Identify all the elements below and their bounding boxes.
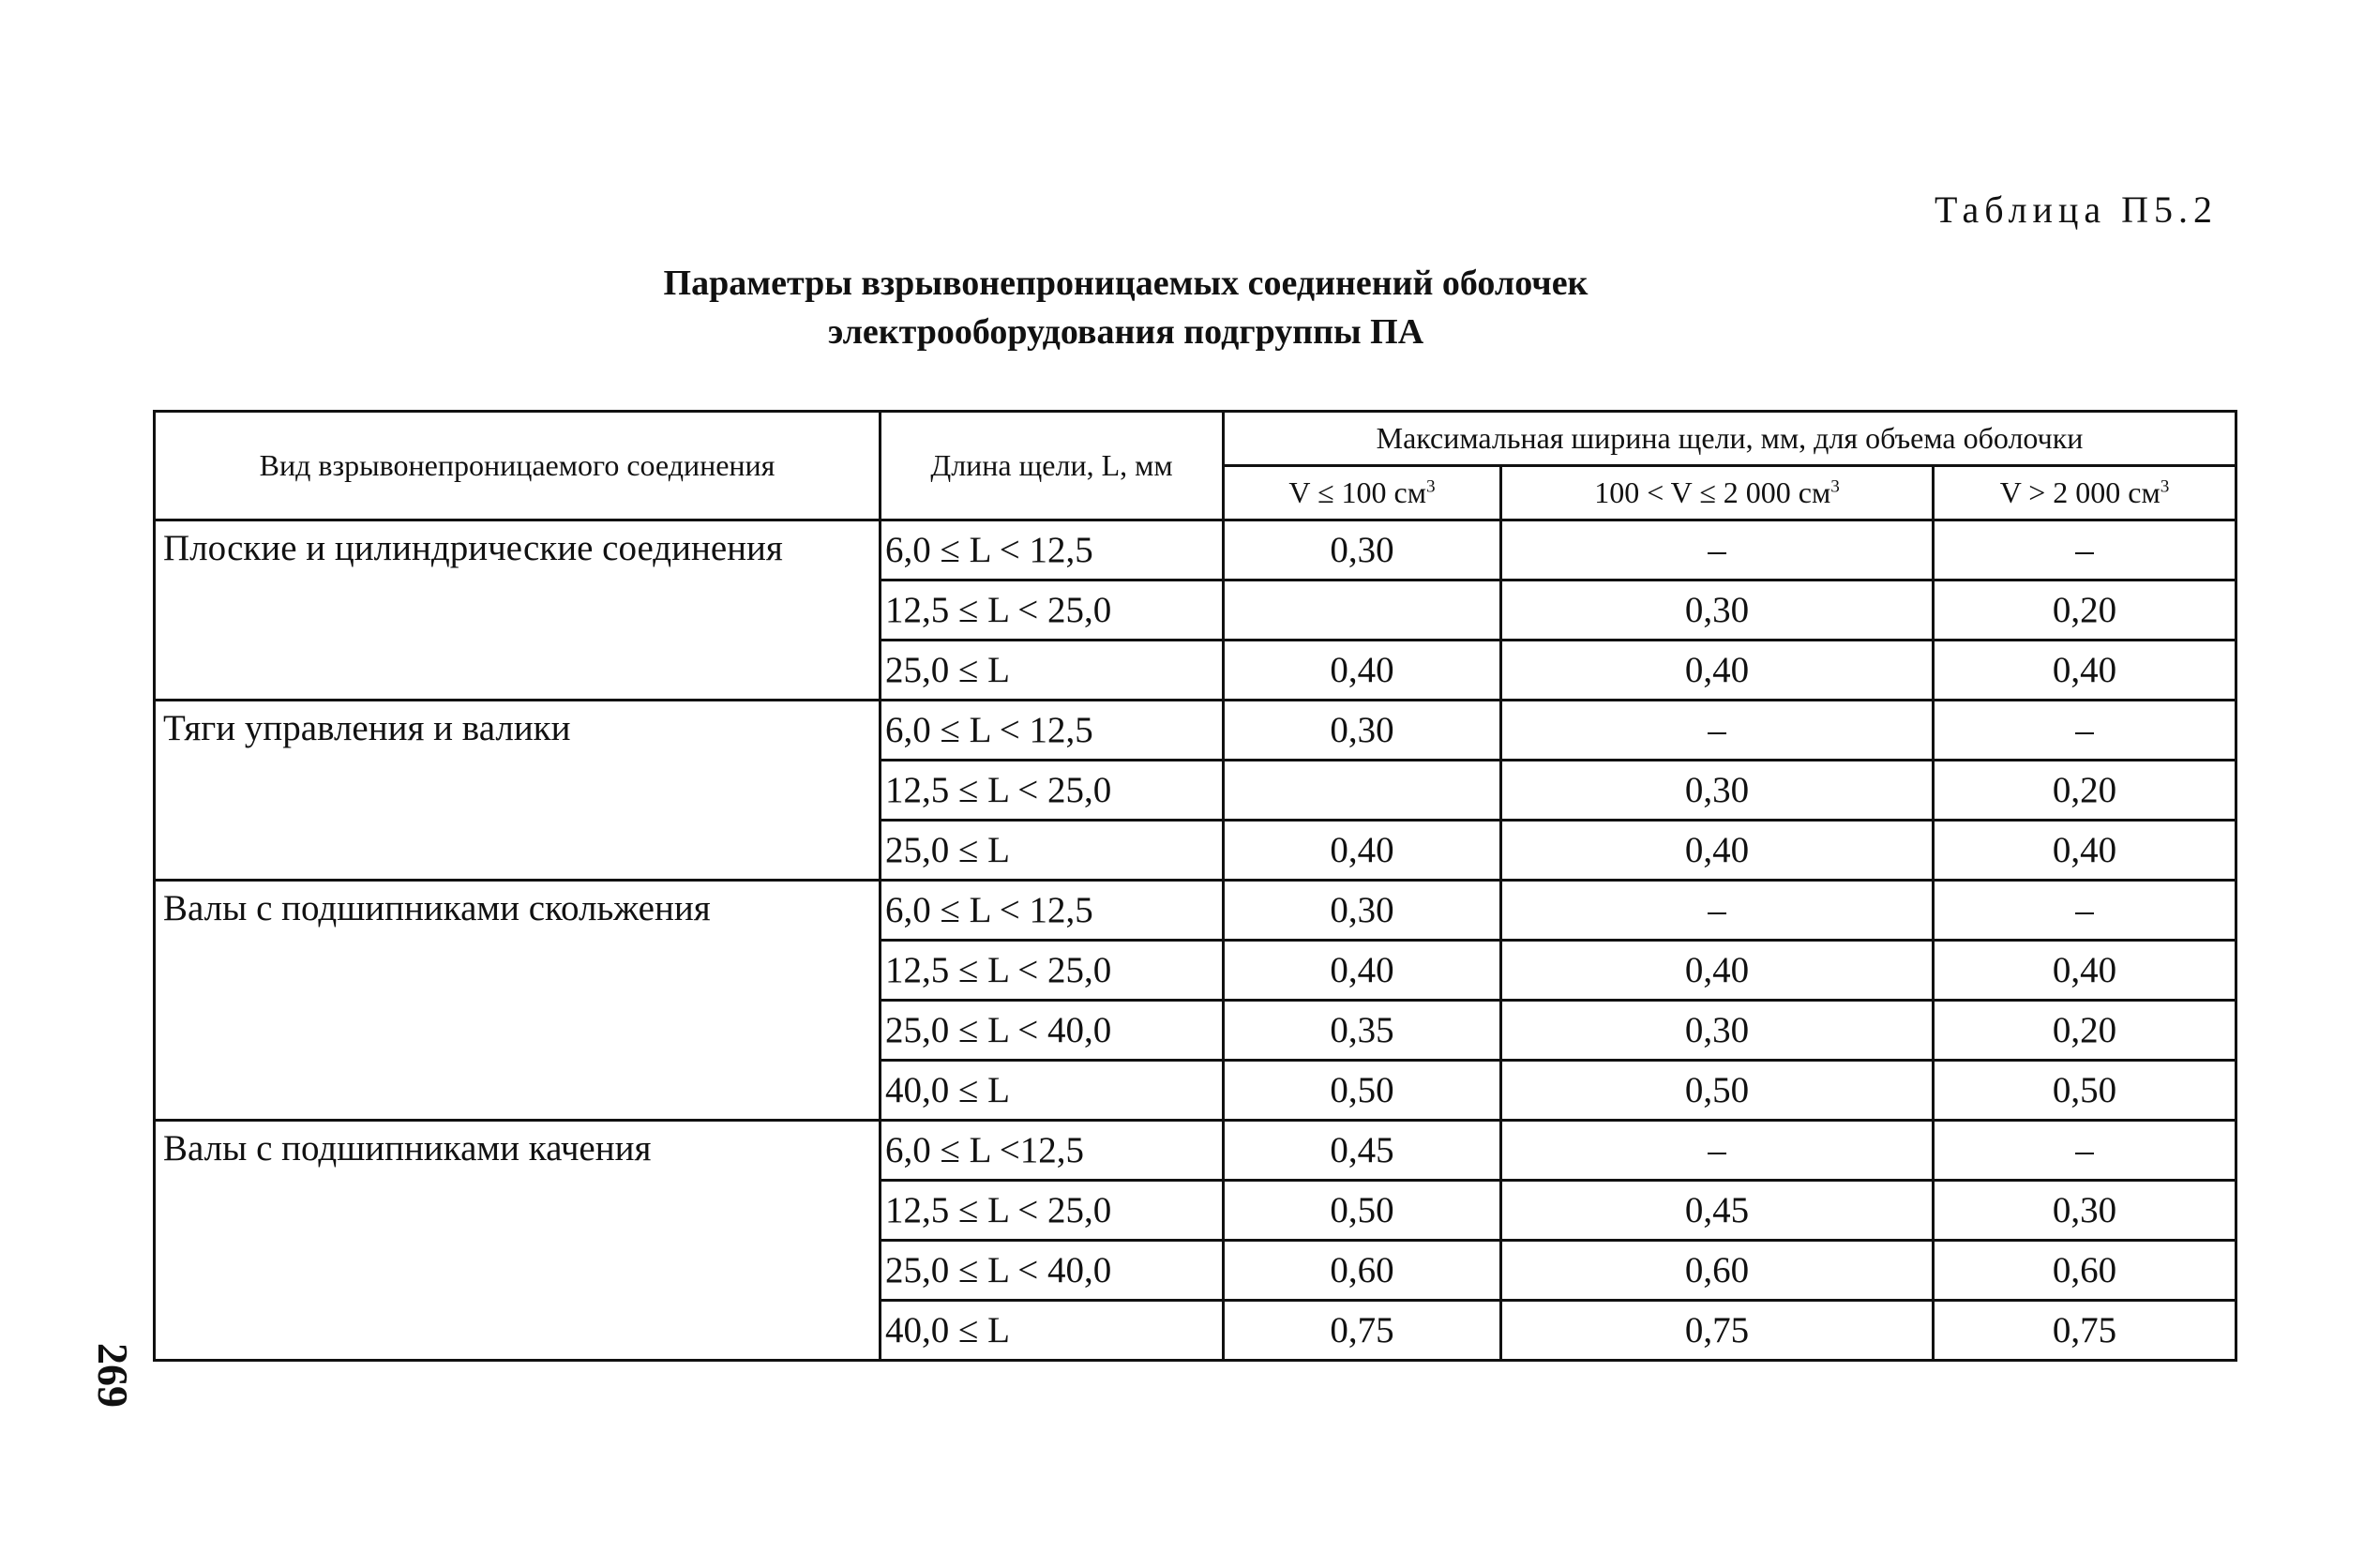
gap-length-cell: 12,5 ≤ L < 25,0 (881, 941, 1224, 1001)
gap-width-cell-volume-1: 0,40 (1224, 641, 1501, 701)
gap-width-cell-volume-2: – (1501, 881, 1934, 941)
header-volume-1-text: V ≤ 100 см (1288, 475, 1426, 509)
table-row (155, 520, 2236, 580)
gap-width-cell-volume-1: 0,30 (1224, 701, 1501, 761)
gap-width-cell-volume-1: 0,50 (1224, 1061, 1501, 1121)
gap-width-cell-volume-2: 0,45 (1501, 1181, 1934, 1241)
connection-type-cell: Плоские и цилиндрические соединения (155, 520, 881, 701)
gap-width-cell-volume-1: 0,75 (1224, 1301, 1501, 1361)
gap-length-cell: 6,0 ≤ L < 12,5 (881, 701, 1224, 761)
gap-width-cell-volume-3: – (1934, 520, 2236, 580)
gap-width-cell-volume-3: – (1934, 1121, 2236, 1181)
gap-width-cell-volume-3: 0,30 (1934, 1181, 2236, 1241)
gap-width-cell-volume-1: 0,35 (1224, 1001, 1501, 1061)
gap-length-cell: 40,0 ≤ L (881, 1061, 1224, 1121)
gap-length-cell: 6,0 ≤ L <12,5 (881, 1121, 1224, 1181)
gap-width-cell-volume-1: 0,30 (1224, 881, 1501, 941)
gap-width-cell-volume-2: 0,40 (1501, 941, 1934, 1001)
gap-width-cell-volume-2: 0,40 (1501, 641, 1934, 701)
gap-width-cell-volume-3: 0,50 (1934, 1061, 2236, 1121)
header-row-1 (155, 412, 2236, 466)
table-title-line-2: электрооборудования подгруппы ПА (827, 312, 1424, 352)
gap-width-cell-volume-3: 0,20 (1934, 761, 2236, 821)
table-header (155, 412, 2236, 520)
gap-width-cell-volume-2: 0,75 (1501, 1301, 1934, 1361)
gap-width-cell-volume-1: 0,40 (1224, 941, 1501, 1001)
gap-width-cell-volume-2: 0,60 (1501, 1241, 1934, 1301)
gap-width-cell-volume-3: 0,40 (1934, 821, 2236, 881)
header-volume-2-sup: 3 (1830, 476, 1840, 497)
gap-width-cell-volume-2: 0,30 (1501, 580, 1934, 641)
gap-length-cell: 25,0 ≤ L (881, 821, 1224, 881)
table-row (155, 1121, 2236, 1181)
connection-type-cell: Валы с подшипниками скольжения (155, 881, 881, 1121)
connection-type-cell: Тяги управления и валики (155, 701, 881, 881)
gap-length-cell: 12,5 ≤ L < 25,0 (881, 1181, 1224, 1241)
gap-length-cell: 12,5 ≤ L < 25,0 (881, 580, 1224, 641)
gap-width-cell-volume-2: 0,30 (1501, 761, 1934, 821)
gap-width-cell-volume-2: – (1501, 1121, 1934, 1181)
gap-length-cell: 40,0 ≤ L (881, 1301, 1224, 1361)
header-max-gap-width: Максимальная ширина щели, мм, для объема оболочки (1224, 412, 2236, 466)
gap-width-cell-volume-1 (1224, 580, 1501, 641)
table-row (155, 701, 2236, 761)
table-row (155, 881, 2236, 941)
page-number: 269 (89, 1343, 137, 1408)
gap-width-cell-volume-3: 0,75 (1934, 1301, 2236, 1361)
header-gap-length: Длина щели, L, мм (881, 412, 1224, 520)
gap-width-cell-volume-2: 0,40 (1501, 821, 1934, 881)
gap-width-cell-volume-3: – (1934, 701, 2236, 761)
table-label: Таблица П5.2 (1935, 188, 2218, 231)
gap-length-cell: 25,0 ≤ L (881, 641, 1224, 701)
gap-width-cell-volume-3: 0,40 (1934, 641, 2236, 701)
gap-width-cell-volume-3: – (1934, 881, 2236, 941)
parameters-table (153, 410, 2237, 1362)
gap-length-cell: 6,0 ≤ L < 12,5 (881, 881, 1224, 941)
gap-width-cell-volume-3: 0,60 (1934, 1241, 2236, 1301)
gap-length-cell: 25,0 ≤ L < 40,0 (881, 1241, 1224, 1301)
gap-width-cell-volume-3: 0,40 (1934, 941, 2236, 1001)
gap-width-cell-volume-1: 0,60 (1224, 1241, 1501, 1301)
table-title (0, 259, 2364, 356)
gap-width-cell-volume-3: 0,20 (1934, 1001, 2236, 1061)
header-volume-3-sup: 3 (2160, 476, 2170, 497)
header-volume-1-sup: 3 (1425, 476, 1436, 497)
connection-type-cell: Валы с подшипниками качения (155, 1121, 881, 1361)
header-volume-2 (1501, 466, 1934, 520)
header-volume-1 (1224, 466, 1501, 520)
gap-length-cell: 25,0 ≤ L < 40,0 (881, 1001, 1224, 1061)
gap-width-cell-volume-1: 0,50 (1224, 1181, 1501, 1241)
gap-width-cell-volume-1: 0,45 (1224, 1121, 1501, 1181)
gap-width-cell-volume-1: 0,30 (1224, 520, 1501, 580)
header-volume-3-text: V > 2 000 см (1999, 475, 2161, 509)
table-title-line-1: Параметры взрывонепроницаемых соединений оболочек (663, 264, 1589, 303)
gap-length-cell: 12,5 ≤ L < 25,0 (881, 761, 1224, 821)
gap-width-cell-volume-1: 0,40 (1224, 821, 1501, 881)
header-volume-3 (1934, 466, 2236, 520)
gap-width-cell-volume-3: 0,20 (1934, 580, 2236, 641)
gap-width-cell-volume-2: 0,50 (1501, 1061, 1934, 1121)
header-connection-type: Вид взрывонепроницаемого соединения (155, 412, 881, 520)
header-volume-2-text: 100 < V ≤ 2 000 см (1594, 475, 1831, 509)
gap-length-cell: 6,0 ≤ L < 12,5 (881, 520, 1224, 580)
gap-width-cell-volume-2: – (1501, 520, 1934, 580)
gap-width-cell-volume-2: – (1501, 701, 1934, 761)
gap-width-cell-volume-2: 0,30 (1501, 1001, 1934, 1061)
gap-width-cell-volume-1 (1224, 761, 1501, 821)
table-body (155, 520, 2236, 1361)
